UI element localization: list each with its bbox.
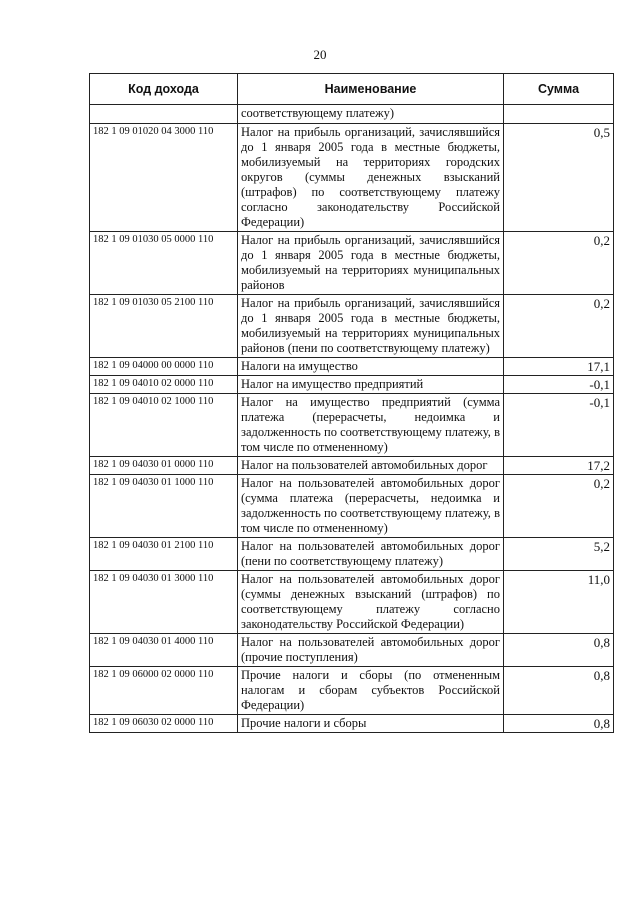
table-row — [90, 538, 614, 571]
revenue-code: 182 1 09 04010 02 0000 110 — [90, 376, 238, 394]
table-row — [90, 376, 614, 394]
table-row — [90, 667, 614, 715]
revenue-name: Налог на пользователей автомобильных дорог — [238, 457, 504, 475]
revenue-name: Налог на имущество предприятий — [238, 376, 504, 394]
revenue-sum: 0,5 — [504, 124, 614, 232]
revenue-code: 182 1 09 06030 02 0000 110 — [90, 715, 238, 733]
table-row — [90, 232, 614, 295]
revenue-code: 182 1 09 04030 01 1000 110 — [90, 475, 238, 538]
table-row — [90, 457, 614, 475]
revenue-sum: 0,2 — [504, 232, 614, 295]
revenue-name: Налоги на имущество — [238, 358, 504, 376]
revenue-code: 182 1 09 04030 01 2100 110 — [90, 538, 238, 571]
revenue-code: 182 1 09 06000 02 0000 110 — [90, 667, 238, 715]
header-code: Код дохода — [90, 74, 238, 105]
table-row — [90, 394, 614, 457]
table-row — [90, 124, 614, 232]
revenue-code: 182 1 09 04000 00 0000 110 — [90, 358, 238, 376]
revenue-sum: 0,8 — [504, 715, 614, 733]
table-row — [90, 634, 614, 667]
revenue-sum: 0,2 — [504, 295, 614, 358]
revenue-sum: 0,8 — [504, 634, 614, 667]
revenue-code: 182 1 09 01020 04 3000 110 — [90, 124, 238, 232]
revenue-name: Налог на пользователей автомобильных дорог (прочие поступления) — [238, 634, 504, 667]
continuation-name: соответствующему платежу) — [238, 105, 504, 124]
table-row — [90, 571, 614, 634]
revenue-sum: 11,0 — [504, 571, 614, 634]
revenue-name: Налог на имущество предприятий (сумма платежа (перерасчеты, недоимка и задолженность по соответствующему платежу, в том числе по отмененному) — [238, 394, 504, 457]
continuation-row — [90, 105, 614, 124]
revenue-name: Прочие налоги и сборы (по отмененным налогам и сборам субъектов Российской Федерации) — [238, 667, 504, 715]
revenue-code: 182 1 09 04010 02 1000 110 — [90, 394, 238, 457]
table-row — [90, 295, 614, 358]
continuation-code — [90, 105, 238, 124]
revenue-sum: 0,2 — [504, 475, 614, 538]
revenue-name: Прочие налоги и сборы — [238, 715, 504, 733]
table-row — [90, 715, 614, 733]
revenue-code: 182 1 09 04030 01 3000 110 — [90, 571, 238, 634]
revenue-name: Налог на пользователей автомобильных дорог (суммы денежных взысканий (штрафов) по соответствующему платежу согласно законодательству Российской Федерации) — [238, 571, 504, 634]
page-number: 20 — [313, 47, 327, 62]
revenue-sum: -0,1 — [504, 376, 614, 394]
revenue-code: 182 1 09 01030 05 0000 110 — [90, 232, 238, 295]
revenue-name: Налог на прибыль организаций, зачислявшийся до 1 января 2005 года в местные бюджеты, мобилизуемый на территориях муниципальных районов (пени по соответствующему платежу) — [238, 295, 504, 358]
revenue-table — [89, 73, 614, 733]
revenue-code: 182 1 09 04030 01 0000 110 — [90, 457, 238, 475]
header-name: Наименование — [238, 74, 504, 105]
revenue-sum: 17,2 — [504, 457, 614, 475]
revenue-sum: -0,1 — [504, 394, 614, 457]
revenue-sum: 5,2 — [504, 538, 614, 571]
revenue-name: Налог на пользователей автомобильных дорог (пени по соответствующему платежу) — [238, 538, 504, 571]
revenue-name: Налог на прибыль организаций, зачислявшийся до 1 января 2005 года в местные бюджеты, мобилизуемый на территориях муниципальных районов — [238, 232, 504, 295]
revenue-code: 182 1 09 01030 05 2100 110 — [90, 295, 238, 358]
revenue-code: 182 1 09 04030 01 4000 110 — [90, 634, 238, 667]
continuation-sum — [504, 105, 614, 124]
revenue-sum: 17,1 — [504, 358, 614, 376]
revenue-name: Налог на пользователей автомобильных дорог (сумма платежа (перерасчеты, недоимка и задолженность по соответствующему платежу, в том числе по отмененному) — [238, 475, 504, 538]
table-row — [90, 475, 614, 538]
header-sum: Сумма — [504, 74, 614, 105]
table-row — [90, 358, 614, 376]
revenue-name: Налог на прибыль организаций, зачислявшийся до 1 января 2005 года в местные бюджеты, мобилизуемый на территориях городских округов (суммы денежных взысканий (штрафов) по соответствующему платежу согласно законодательству Российской Федерации) — [238, 124, 504, 232]
revenue-sum: 0,8 — [504, 667, 614, 715]
table-header-row — [90, 74, 614, 105]
